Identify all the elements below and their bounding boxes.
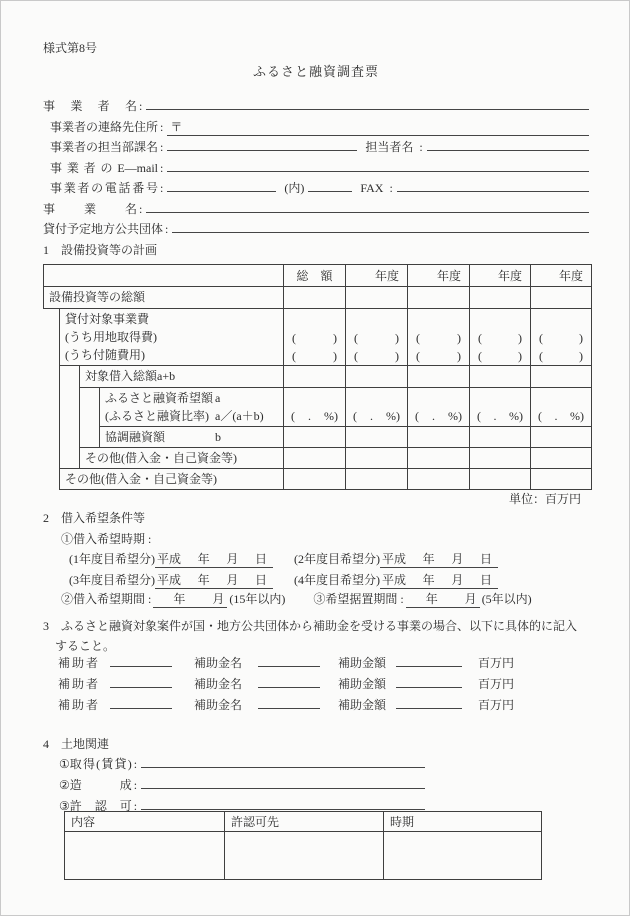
- row-label: [100, 388, 284, 427]
- fill-line: [396, 708, 462, 709]
- paren-cell: ( ) ( ): [531, 309, 592, 366]
- indent-gutter: [60, 448, 80, 469]
- value-cell: [470, 366, 531, 388]
- fax-label: FAX: [360, 181, 384, 195]
- value-cell: [284, 469, 346, 490]
- paren-cell: ( ) ( ): [284, 309, 346, 366]
- colon: :: [160, 181, 164, 195]
- unit-note: 単位：百万円: [508, 492, 581, 506]
- empty-cell: [65, 832, 225, 880]
- date-label: (1年度目希望分): [69, 552, 155, 566]
- colon: :: [160, 119, 164, 134]
- header-cell-year-4: 年度: [531, 265, 592, 287]
- period-line: 年 月: [153, 590, 227, 608]
- indent-gutter: [60, 427, 80, 448]
- grace-note: (5年以内): [481, 592, 532, 606]
- date-row-1-2: [69, 550, 589, 568]
- fill-line: [396, 666, 462, 667]
- postal-mark: 〒: [170, 119, 183, 134]
- colon: :: [419, 140, 423, 154]
- fill-line: [167, 150, 357, 151]
- value-cell: [408, 448, 470, 469]
- percent-cell: ( . %): [470, 388, 531, 427]
- value-cell: [346, 427, 408, 448]
- row-furusato-loan: [44, 388, 592, 427]
- fill-line: [110, 687, 172, 688]
- value-cell: [531, 469, 592, 490]
- subsidy-name-label: 補助金名: [194, 656, 243, 670]
- value-cell: [531, 287, 592, 309]
- date-row-3-4: [69, 571, 589, 589]
- fill-line: [258, 687, 320, 688]
- field-label: 担当者名: [365, 140, 414, 154]
- value-cell: [470, 448, 531, 469]
- label-land-cost: (うち用地取得費): [65, 330, 157, 344]
- fill-line: [110, 666, 172, 667]
- code-a: a: [215, 391, 221, 405]
- value-cell: [284, 427, 346, 448]
- paren-cell: ( ) ( ): [346, 309, 408, 366]
- indent-gutter: [44, 469, 60, 490]
- subsidy-amount-label: 補助金額: [338, 677, 387, 691]
- fill-line: [396, 687, 462, 688]
- field-label: 事業者のE―mail: [50, 160, 158, 175]
- colon: :: [133, 778, 138, 792]
- field-row-phone: [43, 179, 589, 200]
- row-label: 設備投資等の総額: [44, 287, 284, 309]
- field-row-business-name: [43, 97, 589, 118]
- fill-line: [110, 708, 172, 709]
- paren-cell: ( ) ( ): [408, 309, 470, 366]
- header-cell-total: 総 額: [284, 265, 346, 287]
- percent-cell: ( . %): [346, 388, 408, 427]
- colon: :: [133, 757, 138, 771]
- subsidy-amount-label: 補助金額: [338, 656, 387, 670]
- indent-gutter: [60, 366, 80, 388]
- value-cell: [408, 469, 470, 490]
- header-cell-year-1: 年度: [346, 265, 408, 287]
- colon: :: [133, 799, 138, 813]
- unit-label: 百万円: [478, 656, 515, 670]
- value-cell: [346, 366, 408, 388]
- field-label: 事業者名: [43, 99, 137, 113]
- form-number: 様式第8号: [43, 41, 98, 55]
- fill-line: [141, 809, 425, 810]
- indent-gutter: [60, 388, 80, 427]
- row-label: [100, 427, 284, 448]
- loan-timing-label: ①借入希望時期 :: [61, 532, 152, 546]
- indent-gutter: [44, 309, 60, 366]
- date-label: (3年度目希望分): [69, 572, 155, 587]
- row-label: [60, 309, 284, 366]
- field-row-email: [43, 159, 589, 180]
- colon: :: [389, 181, 393, 195]
- grace-period-label: ③希望据置期間 :: [313, 592, 404, 606]
- fill-line: [427, 150, 589, 151]
- row-label: 対象借入総額a+b: [80, 366, 284, 388]
- field-label: 貸付予定地方公共団体: [43, 222, 164, 236]
- date-line: 平成 年 月 日: [155, 550, 273, 568]
- item-label: 造成: [69, 778, 132, 792]
- paren-cell: ( ) ( ): [470, 309, 531, 366]
- value-cell: [408, 366, 470, 388]
- subsidy-row: [58, 675, 518, 692]
- value-cell: [470, 427, 531, 448]
- value-cell: [284, 366, 346, 388]
- field-row-department: [43, 138, 589, 159]
- item-number: ①: [59, 757, 70, 771]
- loan-period-label: ②借入希望期間 :: [61, 592, 152, 606]
- indent-gutter: [44, 448, 60, 469]
- empty-cell: [384, 832, 542, 880]
- section4-heading: 4 土地関連: [43, 737, 110, 751]
- field-label: 事業者の電話番号: [50, 181, 158, 195]
- value-cell: [470, 287, 531, 309]
- field-label: 事業名: [43, 201, 137, 216]
- value-cell: [531, 427, 592, 448]
- field-row-municipality: [43, 220, 589, 241]
- date-label: (4年度目希望分): [294, 572, 380, 587]
- subsidy-row: [58, 696, 518, 713]
- unit-label: 百万円: [478, 677, 515, 691]
- indent-gutter: [80, 388, 100, 427]
- row-target-borrowing-total: [44, 366, 592, 388]
- applicant-fields: [43, 97, 589, 241]
- colon: :: [160, 160, 164, 175]
- unit-label: 百万円: [478, 698, 515, 712]
- fill-line: [258, 666, 320, 667]
- fill-line: [172, 232, 589, 233]
- empty-cell: [225, 832, 384, 880]
- colon: :: [165, 222, 169, 236]
- section1-heading: 1 設備投資等の計画: [43, 243, 158, 257]
- label-incidental-cost: (うち付随費用): [65, 348, 145, 362]
- investment-plan-table: [43, 264, 592, 490]
- field-label: 事業者の連絡先住所: [50, 119, 159, 134]
- header-cell-content: 内容: [65, 812, 225, 832]
- value-cell: [346, 469, 408, 490]
- indent-gutter: [44, 366, 60, 388]
- row-total-investment: [44, 287, 592, 309]
- header-cell-empty: [44, 265, 284, 287]
- percent-cell: ( . %): [284, 388, 346, 427]
- land-item-development: [59, 776, 425, 793]
- row-label: その他(借入金・自己資金等): [60, 469, 284, 490]
- header-cell-year-3: 年度: [470, 265, 531, 287]
- code-ratio: a／(a＋b): [215, 409, 264, 423]
- value-cell: [531, 448, 592, 469]
- value-cell: [346, 448, 408, 469]
- label-project-cost: 貸付対象事業費: [65, 312, 150, 326]
- item-label: 許認可: [69, 799, 132, 813]
- date-line: 平成 年 月 日: [380, 550, 498, 568]
- row-other-inner: [44, 448, 592, 469]
- fill-line: [397, 191, 589, 192]
- subsidy-amount-label: 補助金額: [338, 698, 387, 712]
- code-b: b: [215, 430, 221, 444]
- fill-line: [167, 171, 589, 172]
- fill-line: [146, 109, 589, 110]
- section3-heading-cont: すること。: [55, 639, 116, 653]
- value-cell: [531, 366, 592, 388]
- fill-line: [308, 191, 352, 192]
- value-cell: [284, 287, 346, 309]
- header-cell-authority: 許認可先: [225, 812, 384, 832]
- label-cofinance: 協調融資額: [105, 430, 166, 444]
- row-cofinancing: [44, 427, 592, 448]
- header-cell-year-2: 年度: [408, 265, 470, 287]
- row-other-outer: [44, 469, 592, 490]
- value-cell: [408, 427, 470, 448]
- field-row-project-name: [43, 200, 589, 221]
- fill-line: [167, 118, 589, 136]
- value-cell: [284, 448, 346, 469]
- subsidizer-label: 補助者: [58, 656, 98, 670]
- indent-gutter: [80, 427, 100, 448]
- row-label: その他(借入金・自己資金等): [80, 448, 284, 469]
- header-cell-timing: 時期: [384, 812, 542, 832]
- subsidizer-label: 補助者: [58, 698, 98, 712]
- subsidizer-label: 補助者: [58, 677, 98, 691]
- period-note: (15年以内): [229, 592, 286, 606]
- indent-gutter: [44, 388, 60, 427]
- row-loan-target-cost: [44, 309, 592, 366]
- table-header-row: [65, 812, 542, 832]
- colon: :: [160, 140, 164, 154]
- colon: :: [139, 201, 143, 216]
- land-permission-table: [64, 811, 542, 880]
- fill-line: [146, 212, 589, 213]
- field-label: 事業者の担当部課名: [50, 140, 159, 154]
- label-furusato-ratio: (ふるさと融資比率): [105, 409, 209, 423]
- extension-label: (内): [284, 181, 305, 195]
- page-title: ふるさと融資調査票: [252, 64, 379, 79]
- section3-heading: 3 ふるさと融資対象案件が国・地方公共団体から補助金を受ける事業の場合、以下に具体的に記入: [43, 619, 578, 633]
- subsidy-name-label: 補助金名: [194, 677, 243, 691]
- label-furusato-amount: ふるさと融資希望額: [105, 391, 214, 405]
- field-row-address: [43, 118, 589, 139]
- fill-line: [141, 788, 425, 789]
- item-label: 取得(賃貸): [69, 757, 132, 771]
- fill-line: [141, 767, 425, 768]
- subsidy-name-label: 補助金名: [194, 698, 243, 712]
- percent-cell: ( . %): [531, 388, 592, 427]
- value-cell: [346, 287, 408, 309]
- fill-line: [258, 708, 320, 709]
- land-item-acquisition: [59, 755, 425, 772]
- colon: :: [139, 99, 143, 113]
- date-label: (2年度目希望分): [294, 552, 380, 566]
- subsidy-row: [58, 654, 518, 671]
- percent-cell: ( . %): [408, 388, 470, 427]
- section2-heading: 2 借入希望条件等: [43, 511, 146, 525]
- date-line: 平成 年 月 日: [380, 571, 498, 589]
- loan-period-row: [61, 590, 581, 608]
- value-cell: [408, 287, 470, 309]
- table-body-row: [65, 832, 542, 880]
- value-cell: [470, 469, 531, 490]
- date-line: 平成 年 月 日: [155, 571, 273, 589]
- item-number: ②: [59, 778, 70, 792]
- indent-gutter: [44, 427, 60, 448]
- item-number: ③: [59, 799, 70, 813]
- grace-line: 年 月: [406, 590, 480, 608]
- table-header-row: [44, 265, 592, 287]
- fill-line: [167, 191, 276, 192]
